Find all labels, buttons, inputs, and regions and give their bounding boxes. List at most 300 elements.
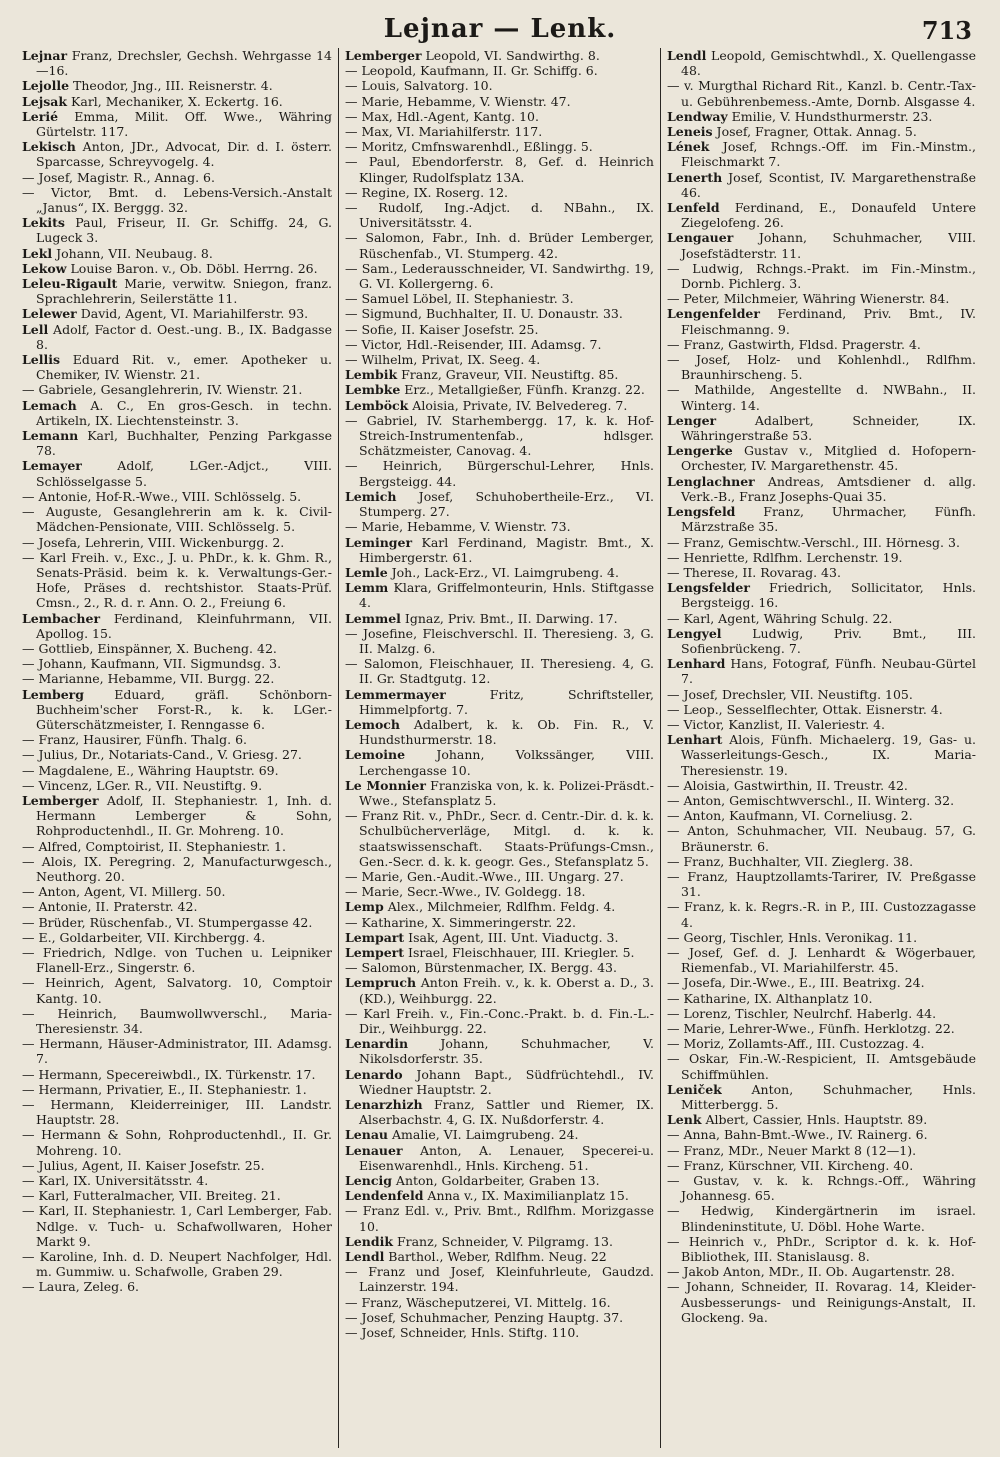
directory-entry xyxy=(22,945,332,975)
directory-entry xyxy=(22,1249,332,1279)
entry-surname: Lejsak xyxy=(22,93,68,109)
entry-surname: Lekits xyxy=(22,215,65,231)
directory-entry xyxy=(345,1295,654,1310)
entry-details: — Max, VI. Mariahilferstr. 117. xyxy=(345,124,543,140)
column-3 xyxy=(660,48,982,1448)
entry-details: — Gustav, v. k. k. Rchngs.-Off., Währing Johannesg. 65. xyxy=(667,1173,976,1204)
entry-details: — Friedrich, Ndlge. von Tuchen u. Leipniker Flanell-Erz., Singerstr. 6. xyxy=(22,944,332,976)
entry-details: — Paul, Ebendorferstr. 8, Gef. d. Heinrich Klinger, Rudolfsplatz 13A. xyxy=(345,154,654,185)
entry-details: A. C., En gros-Gesch. in techn. Artikeln, IX. Liechtensteinstr. 3. xyxy=(36,397,332,428)
entry-details: — Josef, Drechsler, VII. Neustiftg. 105. xyxy=(667,686,913,702)
directory-entry xyxy=(667,823,976,853)
entry-details: — Gottlieb, Einspänner, X. Bucheng. 42. xyxy=(22,640,277,656)
entry-surname: Lenardin xyxy=(345,1036,409,1052)
entry-details: — Julius, Agent, II. Kaiser Josefstr. 25. xyxy=(22,1157,265,1173)
directory-entry xyxy=(667,808,976,823)
directory-entry xyxy=(345,915,654,930)
entry-details: — Aloisia, Gastwirthin, II. Treustr. 42. xyxy=(667,777,908,793)
directory-entry xyxy=(667,945,976,975)
entry-details: Hans, Fotograf, Fünfh. Neubau-Gürtel 7. xyxy=(681,656,976,687)
directory-entry xyxy=(345,656,654,686)
directory-entry xyxy=(22,322,332,352)
entry-surname: Lendl xyxy=(345,1249,385,1265)
directory-entry xyxy=(667,535,976,550)
entry-details: Ferdinand, Kleinfuhrmann, VII. Apollog. 15. xyxy=(36,610,332,641)
entry-details: — Wilhelm, Privat, IX. Seeg. 4. xyxy=(345,352,541,368)
directory-entry xyxy=(667,291,976,306)
column-2 xyxy=(338,48,660,1448)
directory-entry xyxy=(22,170,332,185)
entry-details: Josef, Rchngs.-Off. im Fin.-Minstm., Fleischmarkt 7. xyxy=(681,139,976,170)
entry-surname: Lekl xyxy=(22,245,53,261)
entry-surname: Lembacher xyxy=(22,610,101,626)
entry-surname: Lenglachner xyxy=(667,473,755,489)
entry-details: — Heinrich, Agent, Salvatorg. 10, Comptoir Kantg. 10. xyxy=(22,975,332,1006)
directory-entry xyxy=(22,884,332,899)
directory-entry xyxy=(667,687,976,702)
directory-entry xyxy=(345,1249,654,1264)
entry-surname: Lempruch xyxy=(345,975,417,991)
entry-details: — Franz Rit. v., PhDr., Secr. d. Centr.-Dir. d. k. k. Schulbücherverläge, Mitgl. d. k. k. staatswissenschaft. Staats-Prüfungs-Cmsn., Gen.-Secr. d. k. k. geogr. Ges., Stefansplatz 5. xyxy=(345,808,654,869)
directory-entry xyxy=(22,915,332,930)
directory-entry xyxy=(667,930,976,945)
directory-entry xyxy=(22,94,332,109)
directory-entry xyxy=(667,200,976,230)
directory-entry xyxy=(345,565,654,580)
entry-details: — Salomon, Bürstenmacher, IX. Bergg. 43. xyxy=(345,960,617,976)
entry-details: — Josef, Schneider, Hnls. Stiftg. 110. xyxy=(345,1325,580,1341)
entry-surname: Lemach xyxy=(22,397,77,413)
directory-entry xyxy=(667,1173,976,1203)
entry-details: — Alfred, Comptoirist, II. Stephaniestr. 1. xyxy=(22,838,286,854)
entry-surname: Lemoch xyxy=(345,716,401,732)
directory-entry xyxy=(22,489,332,504)
entry-surname: Lemmermayer xyxy=(345,686,446,702)
directory-entry xyxy=(22,1127,332,1157)
directory-entry xyxy=(345,291,654,306)
directory-entry xyxy=(667,626,976,656)
entry-details: Louise Baron. v., Ob. Döbl. Herrng. 26. xyxy=(66,260,318,276)
entry-details: — Franz, MDr., Neuer Markt 8 (12—1). xyxy=(667,1142,917,1158)
directory-entry xyxy=(667,869,976,899)
entry-details: Adolf, II. Stephaniestr. 1, Inh. d. Hermann Lemberger & Sohn, Rohproductenhdl., II. Gr. Mohreng. 10. xyxy=(36,792,332,839)
entry-details: Ferdinand, Priv. Bmt., IV. Fleischmanng. 9. xyxy=(681,306,976,337)
entry-surname: Lendenfeld xyxy=(345,1188,424,1204)
entry-details: — Vincenz, LGer. R., VII. Neustiftg. 9. xyxy=(22,777,263,793)
directory-entry xyxy=(667,139,976,169)
directory-entry xyxy=(22,428,332,458)
entry-details: — Franz, Hausirer, Fünfh. Thalg. 6. xyxy=(22,732,248,748)
directory-entry xyxy=(667,565,976,580)
entry-details: — Josefine, Fleischverschl. II. Theresieng. 3, G. II. Malzg. 6. xyxy=(345,625,654,656)
entry-details: — Franz, Buchhalter, VII. Zieglerg. 38. xyxy=(667,853,914,869)
entry-details: — Karl, IX. Universitätsstr. 4. xyxy=(22,1173,209,1189)
entry-details: — Hermann, Häuser-Administrator, III. Adamsg. 7. xyxy=(22,1036,332,1067)
entry-surname: Lenger xyxy=(667,412,717,428)
directory-entry xyxy=(667,261,976,291)
directory-entry xyxy=(345,535,654,565)
directory-entry xyxy=(667,1006,976,1021)
entry-details: Aloisia, Private, IV. Belvedereg. 7. xyxy=(408,397,628,413)
entry-details: Erz., Metallgießer, Fünfh. Kranzg. 22. xyxy=(400,382,645,398)
entry-details: — Marie, Gen.-Audit.-Wwe., III. Ungarg. 27. xyxy=(345,868,624,884)
directory-entry xyxy=(345,1188,654,1203)
entry-details: Emilie, V. Hundsthurmerstr. 23. xyxy=(727,108,933,124)
entry-details: — Franz, Kürschner, VII. Kircheng. 40. xyxy=(667,1157,914,1173)
directory-entry xyxy=(667,413,976,443)
entry-details: Karl, Mechaniker, X. Eckertg. 16. xyxy=(67,93,283,109)
directory-entry xyxy=(22,763,332,778)
entry-details: — Therese, II. Rovarag. 43. xyxy=(667,564,841,580)
directory-entry xyxy=(667,550,976,565)
entry-details: Ludwig, Priv. Bmt., III. Sofienbrückeng. 7. xyxy=(681,625,976,656)
directory-entry xyxy=(345,139,654,154)
directory-entry xyxy=(667,1234,976,1264)
entry-surname: Lell xyxy=(22,321,49,337)
directory-entry xyxy=(667,793,976,808)
entry-details: — Marie, Hebamme, V. Wienstr. 73. xyxy=(345,519,571,535)
directory-entry xyxy=(345,185,654,200)
entry-details: Eduard Rit. v., emer. Apotheker u. Chemiker, IV. Wienstr. 21. xyxy=(36,352,332,383)
entry-details: Fritz, Schriftsteller, Himmelpfortg. 7. xyxy=(359,686,654,717)
entry-surname: Lemmel xyxy=(345,610,401,626)
directory-entry xyxy=(667,854,976,869)
entry-details: — Salomon, Fabr., Inh. d. Brüder Lemberger, Rüschenfab., VI. Stumperg. 42. xyxy=(345,230,654,261)
directory-entry xyxy=(22,1203,332,1249)
entry-details: — v. Murgthal Richard Rit., Kanzl. b. Centr.-Tax- u. Gebührenbemess.-Amte, Dornb. Alsgasse 4. xyxy=(667,78,976,109)
entry-details: Klara, Griffelmonteurin, Hnls. Stiftgasse 4. xyxy=(359,580,654,611)
entry-surname: Lelewer xyxy=(22,306,77,322)
directory-entry xyxy=(22,1082,332,1097)
entry-surname: Lemberg xyxy=(22,686,84,702)
entry-surname: Lembke xyxy=(345,382,401,398)
entry-surname: Leniček xyxy=(667,1081,722,1097)
directory-entry xyxy=(345,687,654,717)
directory-entry xyxy=(345,94,654,109)
entry-surname: Lejolle xyxy=(22,78,70,94)
entry-details: Johann, VII. Neubaug. 8. xyxy=(52,245,213,261)
directory-entry xyxy=(22,1158,332,1173)
entry-details: — Josef, Holz- und Kohlenhdl., Rdlfhm. Braunhirscheng. 5. xyxy=(667,352,976,383)
entry-details: Johann, Volkssänger, VIII. Lerchengasse 10. xyxy=(359,747,654,778)
directory-entry xyxy=(345,1143,654,1173)
entry-details: — Victor, Bmt. d. Lebens-Versich.-Anstalt „Janus“, IX. Berggg. 32. xyxy=(22,184,332,216)
directory-entry xyxy=(667,732,976,778)
entry-surname: Lemle xyxy=(345,564,388,580)
entry-details: Karl Ferdinand, Magistr. Bmt., X. Himbergerstr. 61. xyxy=(359,534,654,565)
entry-details: Alois, Fünfh. Michaelerg. 19, Gas- u. Wasserleitungs-Gesch., IX. Maria-Theresienstr. 19. xyxy=(681,732,976,778)
directory-entry xyxy=(667,1127,976,1142)
entry-details: — Karl, Futteralmacher, VII. Breiteg. 21. xyxy=(22,1188,281,1204)
entry-details: — Heinrich, Bürgerschul-Lehrer, Hnls. Bergsteigg. 44. xyxy=(345,458,654,489)
entry-details: — Antonie, II. Praterstr. 42. xyxy=(22,899,198,915)
directory-entry xyxy=(22,854,332,884)
entry-details: Leopold, Gemischtwhdl., X. Quellengasse 48. xyxy=(681,48,976,79)
entry-surname: Lendik xyxy=(345,1233,393,1249)
directory-entry xyxy=(22,975,332,1005)
directory-entry xyxy=(345,1127,654,1142)
directory-entry xyxy=(667,352,976,382)
entry-surname: Lerié xyxy=(22,108,59,124)
entry-details: — Josefa, Lehrerin, VIII. Wickenburgg. 2. xyxy=(22,534,285,550)
directory-entry xyxy=(22,382,332,397)
entry-details: — Alois, IX. Peregring. 2, Manufacturwgesch., Neuthorg. 20. xyxy=(22,853,332,884)
directory-entry xyxy=(667,337,976,352)
directory-entry xyxy=(345,1325,654,1340)
entry-details: — Hedwig, Kindergärtnerin im israel. Blindeninstitute, U. Döbl. Hohe Warte. xyxy=(667,1203,976,1234)
directory-entry xyxy=(667,975,976,990)
directory-entry xyxy=(667,382,976,412)
directory-entry xyxy=(345,352,654,367)
directory-entry xyxy=(667,170,976,200)
directory-entry xyxy=(345,519,654,534)
directory-entry xyxy=(345,230,654,260)
directory-entry xyxy=(22,306,332,321)
directory-entry xyxy=(667,48,976,78)
entry-details: — Josef, Gef. d. J. Lenhardt & Wögerbauer, Riemenfab., VI. Mariahilferstr. 45. xyxy=(667,944,976,976)
directory-entry xyxy=(345,154,654,184)
directory-entry xyxy=(345,899,654,914)
entry-details: — E., Goldarbeiter, VII. Kirchbergg. 4. xyxy=(22,929,266,945)
directory-entry xyxy=(345,884,654,899)
entry-surname: Lemayer xyxy=(22,458,82,474)
directory-entry xyxy=(345,869,654,884)
directory-entry xyxy=(22,1036,332,1066)
entry-details: — Julius, Dr., Notariats-Cand., V. Griesg. 27. xyxy=(22,747,302,763)
directory-entry xyxy=(667,78,976,108)
entry-details: Leopold, VI. Sandwirthg. 8. xyxy=(421,48,600,63)
directory-entry xyxy=(22,398,332,428)
directory-entry xyxy=(345,1067,654,1097)
directory-entry xyxy=(22,1067,332,1082)
entry-details: Emma, Milit. Off. Wwe., Währing Gürtelstr. 117. xyxy=(36,108,332,140)
entry-surname: Lejnar xyxy=(22,48,68,63)
entry-details: Marie, verwitw. Sniegon, franz. Sprachlehrerin, Seilerstätte 11. xyxy=(36,276,332,307)
entry-surname: Lenarzhizh xyxy=(345,1097,423,1113)
entry-details: Josef, Scontist, IV. Margarethenstraße 46. xyxy=(681,169,976,200)
entry-details: — Karl Freih. v., Fin.-Conc.-Prakt. b. d. Fin.-L.-Dir., Weihburgg. 22. xyxy=(345,1005,654,1036)
directory-entry xyxy=(345,200,654,230)
directory-entry xyxy=(345,337,654,352)
entry-details: — Anton, Schuhmacher, VII. Neubaug. 57, G. Bräunerstr. 6. xyxy=(667,823,976,854)
directory-entry xyxy=(345,717,654,747)
directory-entry xyxy=(22,276,332,306)
entry-surname: Lemm xyxy=(345,580,389,596)
page-number: 713 xyxy=(921,16,972,45)
directory-entry xyxy=(345,960,654,975)
directory-entry xyxy=(667,611,976,626)
entry-surname: Lemp xyxy=(345,899,384,915)
directory-entry xyxy=(345,1264,654,1294)
entry-details: Karl, Buchhalter, Penzing Parkgasse 78. xyxy=(36,428,332,459)
entry-surname: Leneis xyxy=(667,124,713,140)
entry-details: — Mathilde, Angestellte d. NWBahn., II. Winterg. 14. xyxy=(667,382,976,413)
entry-surname: Lemberger xyxy=(345,48,422,63)
directory-entry xyxy=(345,124,654,139)
directory-entry xyxy=(345,306,654,321)
entry-surname: Lempart xyxy=(345,929,405,945)
directory-entry xyxy=(667,899,976,929)
entry-surname: Lemberger xyxy=(22,792,99,808)
entry-details: — Anton, Kaufmann, VI. Corneliusg. 2. xyxy=(667,808,913,824)
directory-entry xyxy=(22,139,332,169)
entry-details: Andreas, Amtsdiener d. allg. Verk.-B., Franz Josephs-Quai 35. xyxy=(681,473,976,504)
entry-details: — Josef, Magistr. R., Annag. 6. xyxy=(22,169,215,185)
directory-entry xyxy=(345,1006,654,1036)
entry-surname: Lenauer xyxy=(345,1142,403,1158)
directory-entry xyxy=(667,504,976,534)
directory-entry xyxy=(22,185,332,215)
entry-details: Anton Freih. v., k. k. Oberst a. D., 3. (KD.), Weihburgg. 22. xyxy=(359,975,654,1006)
directory-entry xyxy=(22,899,332,914)
entry-details: — Anna, Bahn-Bmt.-Wwe., IV. Rainerg. 6. xyxy=(667,1127,928,1143)
entry-surname: Lempert xyxy=(345,944,405,960)
directory-entry xyxy=(345,367,654,382)
entry-details: Adalbert, Schneider, IX. Währingerstraße 53. xyxy=(681,412,976,444)
directory-entry xyxy=(22,535,332,550)
entry-details: Adalbert, k. k. Ob. Fin. R., V. Hundsthurmerstr. 18. xyxy=(359,716,654,748)
directory-entry xyxy=(667,1112,976,1127)
entry-details: — Hermann, Specereiwbdl., IX. Türkenstr. 17. xyxy=(22,1066,316,1082)
entry-surname: Le Monnier xyxy=(345,777,426,793)
entry-details: Friedrich, Sollicitator, Hnls. Bergsteigg. 16. xyxy=(681,580,976,611)
directory-entry xyxy=(345,975,654,1005)
entry-details: — Hermann, Privatier, E., II. Stephaniestr. 1. xyxy=(22,1081,307,1097)
directory-entry xyxy=(345,626,654,656)
directory-entry xyxy=(345,261,654,291)
entry-details: — Marie, Secr.-Wwe., IV. Goldegg. 18. xyxy=(345,884,586,900)
entry-details: — Jakob Anton, MDr., II. Ob. Augartenstr. 28. xyxy=(667,1264,955,1280)
entry-details: — Laura, Zeleg. 6. xyxy=(22,1279,140,1295)
directory-entry xyxy=(667,1264,976,1279)
entry-details: — Samuel Löbel, II. Stephaniestr. 3. xyxy=(345,291,574,307)
directory-entry xyxy=(22,671,332,686)
directory-entry xyxy=(22,215,332,245)
entry-details: — Josef, Schuhmacher, Penzing Hauptg. 37. xyxy=(345,1309,624,1325)
directory-entry xyxy=(22,1279,332,1294)
entry-surname: Lekow xyxy=(22,260,67,276)
entry-surname: Lemoine xyxy=(345,747,406,763)
entry-details: Franziska von, k. k. Polizei-Präsdt.-Wwe., Stefansplatz 5. xyxy=(359,777,654,808)
entry-details: — Franz und Josef, Kleinfuhrleute, Gaudzd. Lainzerstr. 194. xyxy=(345,1264,654,1295)
directory-entry xyxy=(345,322,654,337)
entry-details: — Franz, Wäscheputzerei, VI. Mittelg. 16. xyxy=(345,1294,611,1310)
directory-entry xyxy=(345,109,654,124)
directory-columns xyxy=(16,48,984,1448)
directory-entry xyxy=(345,398,654,413)
entry-details: Johann Bapt., Südfrüchtehdl., IV. Wiedner Hauptstr. 2. xyxy=(359,1066,654,1097)
directory-entry xyxy=(345,1203,654,1233)
entry-surname: Lengerke xyxy=(667,443,733,459)
entry-details: — Franz, k. k. Regrs.-R. in P., III. Custozzagasse 4. xyxy=(667,899,976,930)
entry-details: — Georg, Tischler, Hnls. Veronikag. 11. xyxy=(667,929,918,945)
entry-details: — Sigmund, Buchhalter, II. U. Donaustr. 33. xyxy=(345,306,623,322)
directory-entry xyxy=(667,230,976,260)
entry-details: — Franz, Gemischtw.-Verschl., III. Hörnesg. 3. xyxy=(667,534,960,550)
entry-surname: Lének xyxy=(667,139,710,155)
directory-entry xyxy=(22,109,332,139)
directory-entry xyxy=(22,641,332,656)
entry-details: — Anton, Agent, VI. Millerg. 50. xyxy=(22,884,226,900)
entry-details: Isak, Agent, III. Unt. Viaductg. 3. xyxy=(404,929,619,945)
directory-entry xyxy=(22,930,332,945)
entry-details: — Victor, Kanzlist, II. Valeriestr. 4. xyxy=(667,716,886,732)
entry-details: Amalie, VI. Laimgrubeng. 24. xyxy=(388,1127,579,1143)
page-header xyxy=(16,10,984,48)
entry-details: — Oskar, Fin.-W.-Respicient, II. Amtsgebäude Schiffmühlen. xyxy=(667,1051,976,1082)
directory-entry xyxy=(345,1234,654,1249)
entry-details: Josef, Fragner, Ottak. Annag. 5. xyxy=(712,124,917,140)
directory-entry xyxy=(667,1021,976,1036)
entry-surname: Lemich xyxy=(345,488,397,504)
directory-entry xyxy=(22,778,332,793)
entry-details: — Josefa, Dir.-Wwe., E., III. Beatrixg. 24. xyxy=(667,975,925,991)
entry-details: — Karl, Agent, Währing Schulg. 22. xyxy=(667,610,893,626)
entry-surname: Lenerth xyxy=(667,169,723,185)
entry-details: — Sofie, II. Kaiser Josefstr. 25. xyxy=(345,321,539,337)
entry-details: — Heinrich v., PhDr., Scriptor d. k. k. Hof-Bibliothek, III. Stanislausg. 8. xyxy=(667,1233,976,1265)
entry-details: Barthol., Weber, Rdlfhm. Neug. 22 xyxy=(384,1249,607,1265)
entry-details: — Hermann & Sohn, Rohproductenhdl., II. Gr. Mohreng. 10. xyxy=(22,1127,332,1158)
entry-surname: Lendl xyxy=(667,48,707,63)
directory-entry xyxy=(345,458,654,488)
entry-details: — Anton, Gemischtwverschl., II. Winterg. 32. xyxy=(667,792,955,808)
directory-entry xyxy=(667,124,976,139)
entry-details: Franz, Schneider, V. Pilgramg. 13. xyxy=(392,1233,613,1249)
directory-entry xyxy=(22,1188,332,1203)
entry-details: Ignaz, Priv. Bmt., II. Darwing. 17. xyxy=(400,610,618,626)
directory-entry xyxy=(22,550,332,611)
entry-details: Eduard, gräfl. Schönborn-Buchheim'scher Forst-R., k. k. LGer.-Güterschätzmeister, I. Renngasse 6. xyxy=(36,686,332,732)
column-1 xyxy=(16,48,338,1448)
page-title: Lejnar — Lenk. xyxy=(383,14,617,44)
directory-entry xyxy=(345,1310,654,1325)
directory-entry xyxy=(667,778,976,793)
entry-details: — Franz Edl. v., Priv. Bmt., Rdlfhm. Morizgasse 10. xyxy=(345,1203,654,1234)
entry-details: — Marie, Lehrer-Wwe., Fünfh. Herklotzg. 22. xyxy=(667,1021,955,1036)
directory-entry xyxy=(22,1097,332,1127)
directory-entry xyxy=(667,702,976,717)
entry-details: — Leopold, Kaufmann, II. Gr. Schiffg. 6. xyxy=(345,63,598,79)
entry-details: — Katharine, IX. Althanplatz 10. xyxy=(667,990,873,1006)
entry-surname: Lenhard xyxy=(667,656,726,672)
directory-entry xyxy=(345,1097,654,1127)
directory-entry xyxy=(667,1279,976,1325)
entry-surname: Lekisch xyxy=(22,139,76,155)
entry-details: Adolf, LGer.-Adjct., VIII. Schlösselgasse 5. xyxy=(36,458,332,489)
entry-details: — Peter, Milchmeier, Währing Wienerstr. 84. xyxy=(667,291,950,307)
entry-details: — Gabriel, IV. Starhembergg. 17, k. k. Hof-Streich-Instrumentenfab., hdlsger. Schätzmeister, Canovag. 4. xyxy=(345,412,654,459)
entry-details: Anton, A. Lenauer, Specerei-u. Eisenwarenhdl., Hnls. Kircheng. 51. xyxy=(359,1142,654,1173)
entry-details: — Henriette, Rdlfhm. Lerchenstr. 19. xyxy=(667,549,903,565)
entry-details: — Karl, II. Stephaniestr. 1, Carl Lemberger, Fab. Ndlge. v. Tuch- u. Schafwollwaren, Hoher Markt 9. xyxy=(22,1203,332,1249)
directory-entry xyxy=(667,1036,976,1051)
directory-entry xyxy=(345,747,654,777)
directory-entry xyxy=(22,687,332,733)
entry-details: Anton, JDr., Advocat, Dir. d. I. österr. Sparcasse, Schreyvogelg. 4. xyxy=(36,139,332,170)
entry-details: — Marie, Hebamme, V. Wienstr. 47. xyxy=(345,93,571,109)
entry-details: — Lorenz, Tischler, Neulrchf. Haberlg. 44. xyxy=(667,1005,937,1021)
entry-details: — Moriz, Zollamts-Aff., III. Custozzag. 4. xyxy=(667,1036,925,1052)
directory-entry xyxy=(345,1173,654,1188)
entry-details: Franz, Uhrmacher, Fünfh. Märzstraße 35. xyxy=(681,504,976,535)
entry-surname: Lenhart xyxy=(667,732,723,748)
entry-details: — Hermann, Kleiderreiniger, III. Landstr. Hauptstr. 28. xyxy=(22,1097,332,1128)
directory-entry xyxy=(22,1006,332,1036)
directory-entry xyxy=(22,793,332,839)
directory-entry xyxy=(345,413,654,459)
directory-entry xyxy=(345,78,654,93)
